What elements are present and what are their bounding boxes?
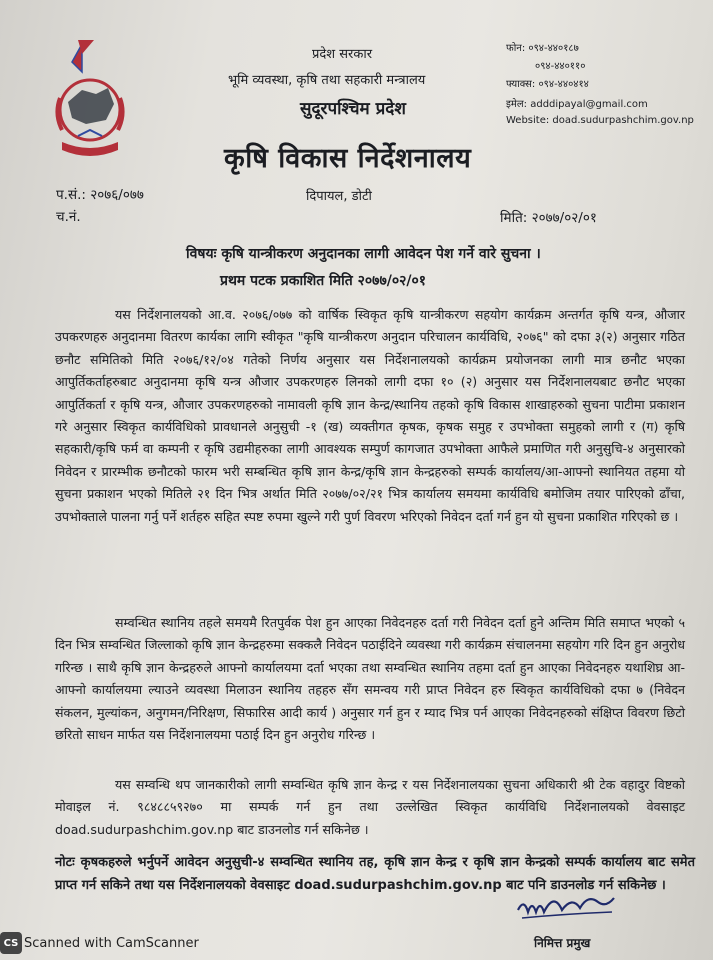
fax-number: फ्याक्स: ०९४-४४०४१४ (506, 79, 589, 90)
nepal-emblem-icon (42, 38, 138, 173)
subject-line: विषयः कृषि यान्त्रीकरण अनुदानका लागी आवेदन पेश गर्ने वारे सुचना । (186, 246, 541, 262)
ministry-name: भूमि व्यवस्था, कृषि तथा सहकारी मन्त्रालय (228, 73, 426, 88)
signatory-title: निमित्त प्रमुख (534, 936, 591, 950)
signature-mark-icon (514, 888, 624, 924)
website-address: Website: doad.sudurpashchim.gov.np (506, 115, 694, 126)
phone-2: ०९४-४४०११० (535, 61, 586, 72)
body-paragraph-1: यस निर्देशनालयको आ.व. २०७६/०७७ को वार्षिक स्विकृत कृषि यान्त्रीकरण सहयोग कार्यक्रम अन्तर्गत कृषि यन्त्र, औजार उपकरणहरु अनुदानमा वितरण कार्यका लागि स्वीकृत "कृषि यान्त्रीकरण अनुदान परिचालन कार्यविधि, २०७६" को दफा ३(२) अनुसार गठित छनौट समितिको मिति २०७६/१२/०४ गतेको निर्णय अनुसार यस निर्देशनालयको कार्यक्रम प्रयोजनका लागी मात्र छनौट भएका आपुर्तिकर्ताहरुबाट अनुदानमा कृषि यन्त्र औजार उपकरणहरु लिनको लागी दफा १० (२) अनुसार यस निर्देशनालयबाट छनौट भएका आपुर्तिकर्ता र कृषि यन्त्र, औजार उपकरणहरुको नामावली कृषि ज्ञान केन्द्र/स्थानिय तहको कृषि विकास शाखाहरुको सुचना पाटीमा प्रकाशन गरे अनुसार स्विकृत कार्यविधिको प्रावधानले अनुसुची -१ (ख) व्यक्तीगत कृषक, कृषक समुह र उपभोक्ता समुहको लागी र (ग) कृषि सहकारी/कृषि फर्म वा कम्पनी र कृषि उद्यमीहरुका लागी आवश्यक सम्पुर्ण कागजात उपभोक्ता आफैले प्रमाणित गरी अनुसुचि-४ अनुसारको निवेदन र प्रारम्भीक छनौटको फारम भरी सम्बन्धित कृषि ज्ञान केन्द्र/कृषि ज्ञान केन्द्रहरुको सम्पर्क कार्यालय/आ-आफ्नो स्थानियत तहमा यो सुचना प्रकाशन भएको मितिले २१ दिन भित्र अर्थात मिति २०७७/०२/२१ भित्र कार्यालय समयमा कार्यविधि बमोजिम तयार पारिएको ढाँचा, उपभोक्ताले पालना गर्नु पर्ने शर्तहरु सहित स्पष्ट रुपमा खुल्ने गरी पुर्ण विवरण भरिएको निवेदन दर्ता गर्न हुन यो सुचना प्रकाशित गरिएको छ । (55, 307, 685, 524)
reference-number: प.सं.: २०७६/०७७ (56, 187, 144, 203)
publish-date-line: प्रथम पटक प्रकाशित मिति २०७७/०२/०१ (220, 273, 427, 289)
body-paragraph-2: सम्वन्धित स्थानिय तहले समयमै रितपुर्वक पेश हुन आएका निवेदनहरु दर्ता गरी निवेदन दर्ता हुने अन्तिम मिति समाप्त भएको ५ दिन भित्र सम्वन्धित जिल्लाको कृषि ज्ञान केन्द्रहरुमा सक्कलै निवेदन पठाईदिने व्यवस्था गरी कार्यक्रम संचालनमा सहयोग गरि दिन हुन अनुरोध गरिन्छ । साथै कृषि ज्ञान केन्द्रहरुले आफ्नो कार्यालयमा दर्ता भएका तथा सम्वन्धित स्थानिय तहमा दर्ता हुन आएका निवेदनहरु यथाशिघ्र आ-आफ्नो कार्यालयमा ल्याउने व्यवस्था मिलाउन स्थानिय तहहरु सँग समन्वय गरी प्राप्त निवेदन हरु स्विकृत कार्यविधिको दफा ७ (निवेदन संकलन, मुल्यांकन, अनुगमन/निरिक्षण, सिफारिस आदी कार्य ) अनुसार गर्न हुन र म्याद भित्र पर्न आएका निवेदनहरुको संक्षिप्त विवरण छिटो छरितो साधन मार्फत यस निर्देशनालयमा पठाई दिन हुन अनुरोध गरिन्छ । (55, 615, 685, 743)
dispatch-number: च.नं. (56, 209, 81, 225)
letter-date: मिति: २०७७/०२/०१ (500, 210, 597, 226)
email-address: इमेल: adddipayal@gmail.com (506, 99, 648, 110)
body-paragraph-3: यस सम्वन्धि थप जानकारीको लागी सम्वन्धित कृषि ज्ञान केन्द्र र यस निर्देशनालयका सुचना अधिकारी श्री टेक वहादुर विष्टको मोवाइल नं. ९८४८८५९२७० मा सम्पर्क गर्न हुन तथा उल्लेखित स्विकृत कार्यविधि निर्देशनालयको वेवसाइट doad.sudurpashchim.gov.np बाट डाउनलोड गर्न सकिनेछ । (55, 777, 685, 837)
province-govt: प्रदेश सरकार (312, 47, 373, 62)
note-paragraph: नोटः कृषकहरुले भर्नुपर्ने आवेदन अनुसुची-४ सम्वन्धित स्थानिय तह, कृषि ज्ञान केन्द्र र कृषि ज्ञान केन्द्रको सम्पर्क कार्यालय बाट समेत प्राप्त गर्न सकिने तथा यस निर्देशनालयको वेवसाइट doad.sudurpashchim.gov.np बाट पनि डाउनलोड गर्न सकिनेछ । (55, 855, 695, 893)
province-name: सुदूरपश्चिम प्रदेश (300, 99, 406, 119)
phone-1: फोन: ०९४-४४०१८७ (506, 43, 579, 54)
camscanner-logo-icon: CS (0, 932, 22, 954)
camscanner-watermark (0, 930, 199, 956)
scanner-text: Scanned with CamScanner (24, 935, 199, 951)
office-name: कृषि विकास निर्देशनालय (224, 143, 472, 174)
office-location: दिपायल, डोटी (306, 189, 372, 204)
